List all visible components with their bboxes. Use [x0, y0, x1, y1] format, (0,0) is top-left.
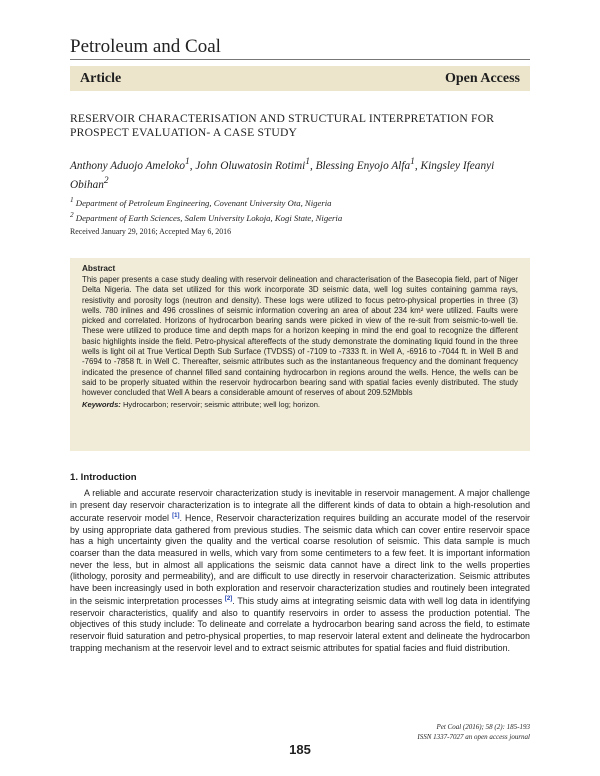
author-sup: 1	[305, 157, 310, 167]
author-sup: 1	[410, 157, 415, 167]
page-number: 185	[289, 742, 311, 757]
section-heading-introduction: 1. Introduction	[70, 472, 137, 483]
intro-part-1: A reliable and accurate reservoir characterization study is inevitable in reservoir management. A major challenge in present day reservoir characterization is to integrate all the different kinds of data to obtain a high-resolution and accurate reservoir model	[70, 488, 530, 524]
author-name: Blessing Enyojo Alfa	[315, 159, 411, 172]
author-name: Kingsley Ifeanyi Obihan	[70, 159, 495, 191]
article-type-label: Article	[80, 70, 122, 86]
affiliation	[70, 194, 530, 209]
abstract-text: This paper presents a case study dealing with reservoir delineation and characterisation of the Basecopia field, part of Niger Delta Nigeria. The data set utilized for this work incorporate 3D seismic data, well log suites containing gamma rays, resistivity and porosity logs (neutron and density). These logs were utilized to focus petro-physical properties in three (3) wells. 780 inlines and 496 crosslines of seismic information covering an area of about 234 km² were utilized. Faults were picked and correlated. Horizons of hydrocarbon bearing sands were picked in view of the re-suit from seismic-to-well tie. These were utilized to produce time and depth maps for a horizon keeping in mind the end goal to recognize the different basic highlights inside the field. Petro-physical aftereffects of the study demonstrate the dominating liquid found in the three wells is light oil at True Vertical Depth Sub Surface (TVDSS) of -7109 to -7333 ft. in Well A, -6916 to -7044 ft. in Well B and -7694 to -7858 ft. in Well C. Thereafter, seismic attributes such as the instantaneous frequency and the dominant frequency indicated the presence of channel filled sand containing hydrocarbon in regions around the wells. Hence, the wells can be said to be properly situated within the reservoir hydrocarbon bearing sand with spatial facies evenly distributed. The study however concluded that Well A bears a considerable amount of reserves of about 209.52Mbbls	[82, 275, 518, 398]
received-dates: Received January 29, 2016; Accepted May 6, 2016	[70, 227, 232, 236]
author-list: Anthony Aduojo Ameloko$^1$, John Oluwatosin Rotimi$^1$, Blessing Enyojo Alfa$^1$, Kingsley Ifeanyi Obihan$^2$	[70, 157, 495, 191]
affiliation-text: Department of Petroleum Engineering, Covenant University Ota, Nigeria	[75, 197, 332, 208]
intro-part-2: . Hence, Reservoir characterization requires building an accurate model of the reservoir by using appropriate data gathered from previous studies. The seismic data which can cover entire reservoir space has a high uncertainty given the quality and the vertical coarse resolution of seismic. This data sample is much coarser than the data measured in wells, which vary from some centimeters to a few feet. It is important information never the less, but in almost all applications the seismic data cannot have a direct link to the wells properties (lithology, porosity and permeability), and are difficult to use directly in reservoir characterization. Seismic attributes have been increasingly used in both exploration and reservoir characterization studies and routinely been integrated in the seismic interpretation processes	[70, 513, 530, 607]
issn-line: ISSN 1337-7027 an open access journal	[417, 733, 530, 741]
open-access-label: Open Access	[444, 70, 520, 86]
citation-link[interactable]: [2]	[224, 596, 233, 603]
introduction-text	[70, 488, 530, 654]
abstract-heading: Abstract	[82, 264, 116, 273]
author-sup: 2	[103, 175, 109, 186]
keywords	[82, 400, 518, 409]
footer-citation	[417, 722, 530, 742]
intro-part-3: . This study aims at integrating seismic data with well log data in identifying reservoir characteristics, qualify and also to quantify reservoirs in order to assess the production potential. The objectives of this study include: To delineate and correlate a hydrocarbon bearing sand across the field, to estimate reservoir fluid saturation and petro-physical properties, to map reservoir lateral extent and delineate the hydrocarbon trapping mechanism at the reservoir level and to extract seismic attributes for spatial facies and fluid distribution.	[70, 596, 530, 653]
author-name: Anthony Aduojo Ameloko	[70, 159, 186, 172]
affiliation	[70, 209, 530, 224]
affiliation-sup: 2	[70, 210, 74, 219]
journal-citation: Pet Coal (2016); 58 (2): 185-193	[436, 723, 530, 731]
keywords-label: Keywords:	[82, 399, 121, 409]
journal-name: Petroleum and Coal	[70, 36, 221, 57]
keywords-text: Hydrocarbon; reservoir; seismic attribute; well log; horizon.	[122, 399, 321, 409]
header-rule	[70, 59, 530, 60]
abstract-box	[70, 258, 530, 451]
affiliations	[70, 194, 530, 224]
author-sup: 1	[185, 157, 190, 167]
affiliation-sup: 1	[70, 196, 74, 204]
affiliation-text: Department of Earth Sciences, Salem University Lokoja, Kogi State, Nigeria	[75, 212, 343, 223]
author-name: John Oluwatosin Rotimi	[195, 159, 306, 172]
article-banner	[70, 66, 530, 91]
citation-link[interactable]: [1]	[172, 513, 180, 520]
paper-title: RESERVOIR CHARACTERISATION AND STRUCTURAL INTERPRETATION FOR PROSPECT EVALUATION- A CASE STUDY	[70, 112, 495, 139]
